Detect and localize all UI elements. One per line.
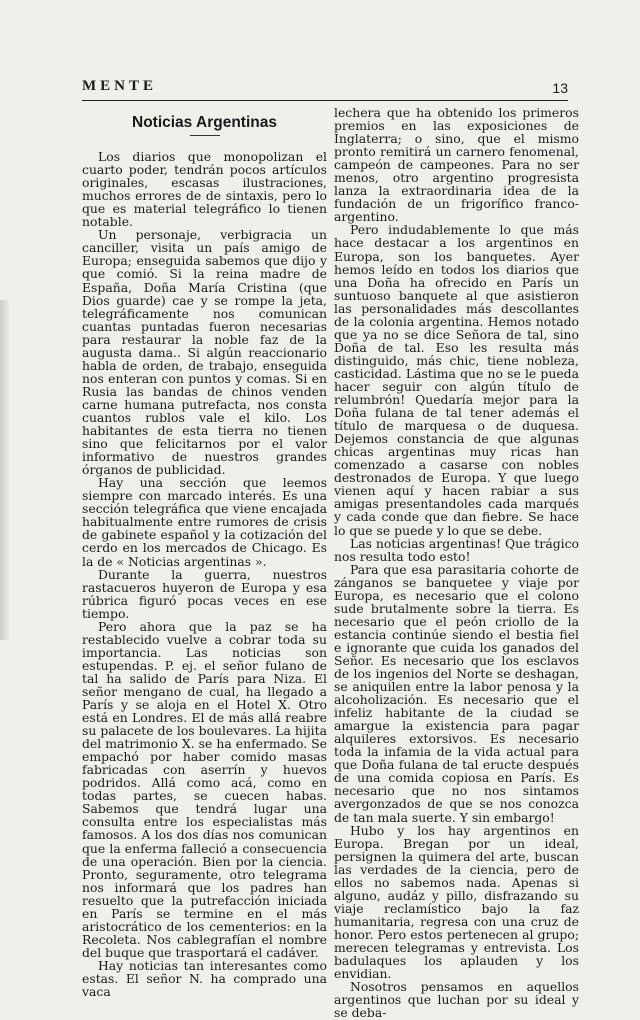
paragraph: Pero indudablemente lo que más hace destacar a los argentinos en Europa, son los banquetes. Ayer hemos leído en todos los diarios que una Doña ha ofrecido en París un suntuoso banquete al que asistieron las personalidades más descollantes de la colonia argentina. Hemos notado que ya no se dice Señora de tal, sino Doña de tal. Eso les resulta más distinguido, más chic, tiene nobleza, casticidad. Lástima que no se le pueda hacer seguir con algún título de relumbrón! Quedaría mejor para la Doña fulana de tal tener además el título de marquesa o de duquesa. Dejemos constancia de que algunas chicas argentinas muy ricas han comenzado a casarse con nobles destronados de Europa. Y que luego vienen aquí y hacen rabiar a sus amigas presentandoles cada marqués y cada conde que dan fiebre. Se hace lo que se puede y lo que se debe. <box>334 222 579 538</box>
scan-shadow <box>0 300 10 640</box>
paragraph: Nosotros pensamos en aquellos argentinos que luchan por su ideal y se deba- <box>334 979 579 1020</box>
paragraph: Los diarios que monopolizan el cuarto poder, tendrán pocos artículos originales, escasas ilustraciones, muchos errores de de sintaxis, pero lo que es material telegráfico lo tienen notable. <box>82 149 327 230</box>
left-column <box>82 108 327 998</box>
paragraph-continued: lechera que ha obtenido los primeros premios en las exposiciones de Inglaterra; o sino, que el mismo pronto remitirá un carnero fenomenal, campeón de campeones. Para no ser menos, otro argentino progresista lanza la extraordinaria idea de la fundación de un frigorífico franco-argentino. <box>334 105 579 225</box>
right-column <box>334 106 579 1019</box>
page-header <box>82 78 568 101</box>
paragraph: Hubo y los hay argentinos en Europa. Bregan por un ideal, persignen la quimera del arte, buscan las verdades de la ciencia, pero de ellos no sabemos nada. Apenas si alguno, audáz y pillo, disfrazando su viaje reclamístico bajo la faz humanitaria, regresa con una cruz de honor. Pero estos pertenecen al grupo; merecen telegramas y entrevista. Los badulaques los aplauden y los envidian. <box>334 822 579 982</box>
paragraph: Un personaje, verbigracia un canciller, visita un país amigo de Europa; enseguida sabemos que dijo y que comió. Si la reina madre de España, Doña María Cristina (que Dios guarde) cae y se rompe la jeta, telegráficamente nos comunican cuantas puntadas fueron necesarias para restaurar la noble faz de la augusta dama.. Si algún reaccionario habla de orden, de trabajo, enseguida nos enteran con puntos y comas. Si en Rusia las bandas de chinos venden carne humana putrefacta, nos consta cuantos rublos vale el kilo. Los habitantes de esta tierra no tienen sino que felicitarnos por el valor informativo de nuestros grandes órganos de publicidad. <box>82 227 327 478</box>
paragraph: Para que esa parasitaria cohorte de zánganos se banquetee y viaje por Europa, es necesario que el colono sude brutalmente sobre la tierra. Es necesario que el peón criollo de la estancia continúe siendo el bestia fiel e ignorante que cuida los ganados del Señor. Es necesario que los esclavos de los ingenios del Norte se deshagan, se aniquilen entre la labor penosa y la alcoholización. Es necesario que el infeliz habitante de la ciudad se amargue la existencia para pagar alquileres extorsivos. Es necesario toda la infamia de la vida actual para que Doña fulana de tal eructe después de una comida copiosa en París. Es necesario que no nos sintamos avergonzados de que se nos conozca de tan mala suerte. Y sin embargo! <box>334 561 579 825</box>
paragraph: Pero ahora que la paz se ha restablecido vuelve a cobrar toda su importancia. Las noticias son estupendas. P. ej. el señor fulano de tal ha salido de París para Niza. El señor mengano de cual, ha llegado a París y se aloja en el Hotel X. Otro está en Londres. El de más allá reabre su palacete de los boulevares. La hijita del matrimonio X. se ha enfermado. Se empachó por haber comido masas fabricadas con aserrín y huevos podridos. Allá como acá, como en todas partes, se cuecen habas. Sabemos que tendrá lugar una consulta entre los especialistas más famosos. A los dos días nos comunican que la enferma falleció a consecuencia de una operación. Bien por la ciencia. Pronto, seguramente, otro telegrama nos informará que los padres han resuelto que la putrefacción iniciada en París se termine en el más aristocrático de los cementerios: en la Recoleta. Nos cablegrafían el nombre del buque que trasportará el cadáver. <box>82 618 327 960</box>
paragraph: Hay una sección que leemos siempre con marcado interés. Es una sección telegráfica que viene encajada habitualmente entre rumores de crisis de gabinete español y la cotización del cerdo en los mercados de Chicago. Es la de « Noticias argentinas ». <box>82 475 327 569</box>
article-title: Noticias Argentinas <box>132 114 277 131</box>
title-divider <box>190 135 220 136</box>
paragraph: Las noticias argentinas! Que trágico nos resulta todo esto! <box>334 535 580 564</box>
paragraph: Hay noticias tan interesantes como estas. El señor N. ha comprado una vaca <box>82 957 327 1000</box>
paragraph: Durante la guerra, nuestros rastacueros huyeron de Europa y esa rúbrica figuró pocas veces en ese tiempo. <box>82 566 327 621</box>
page-number: 13 <box>552 80 568 96</box>
magazine-title: MENTE <box>82 78 158 94</box>
